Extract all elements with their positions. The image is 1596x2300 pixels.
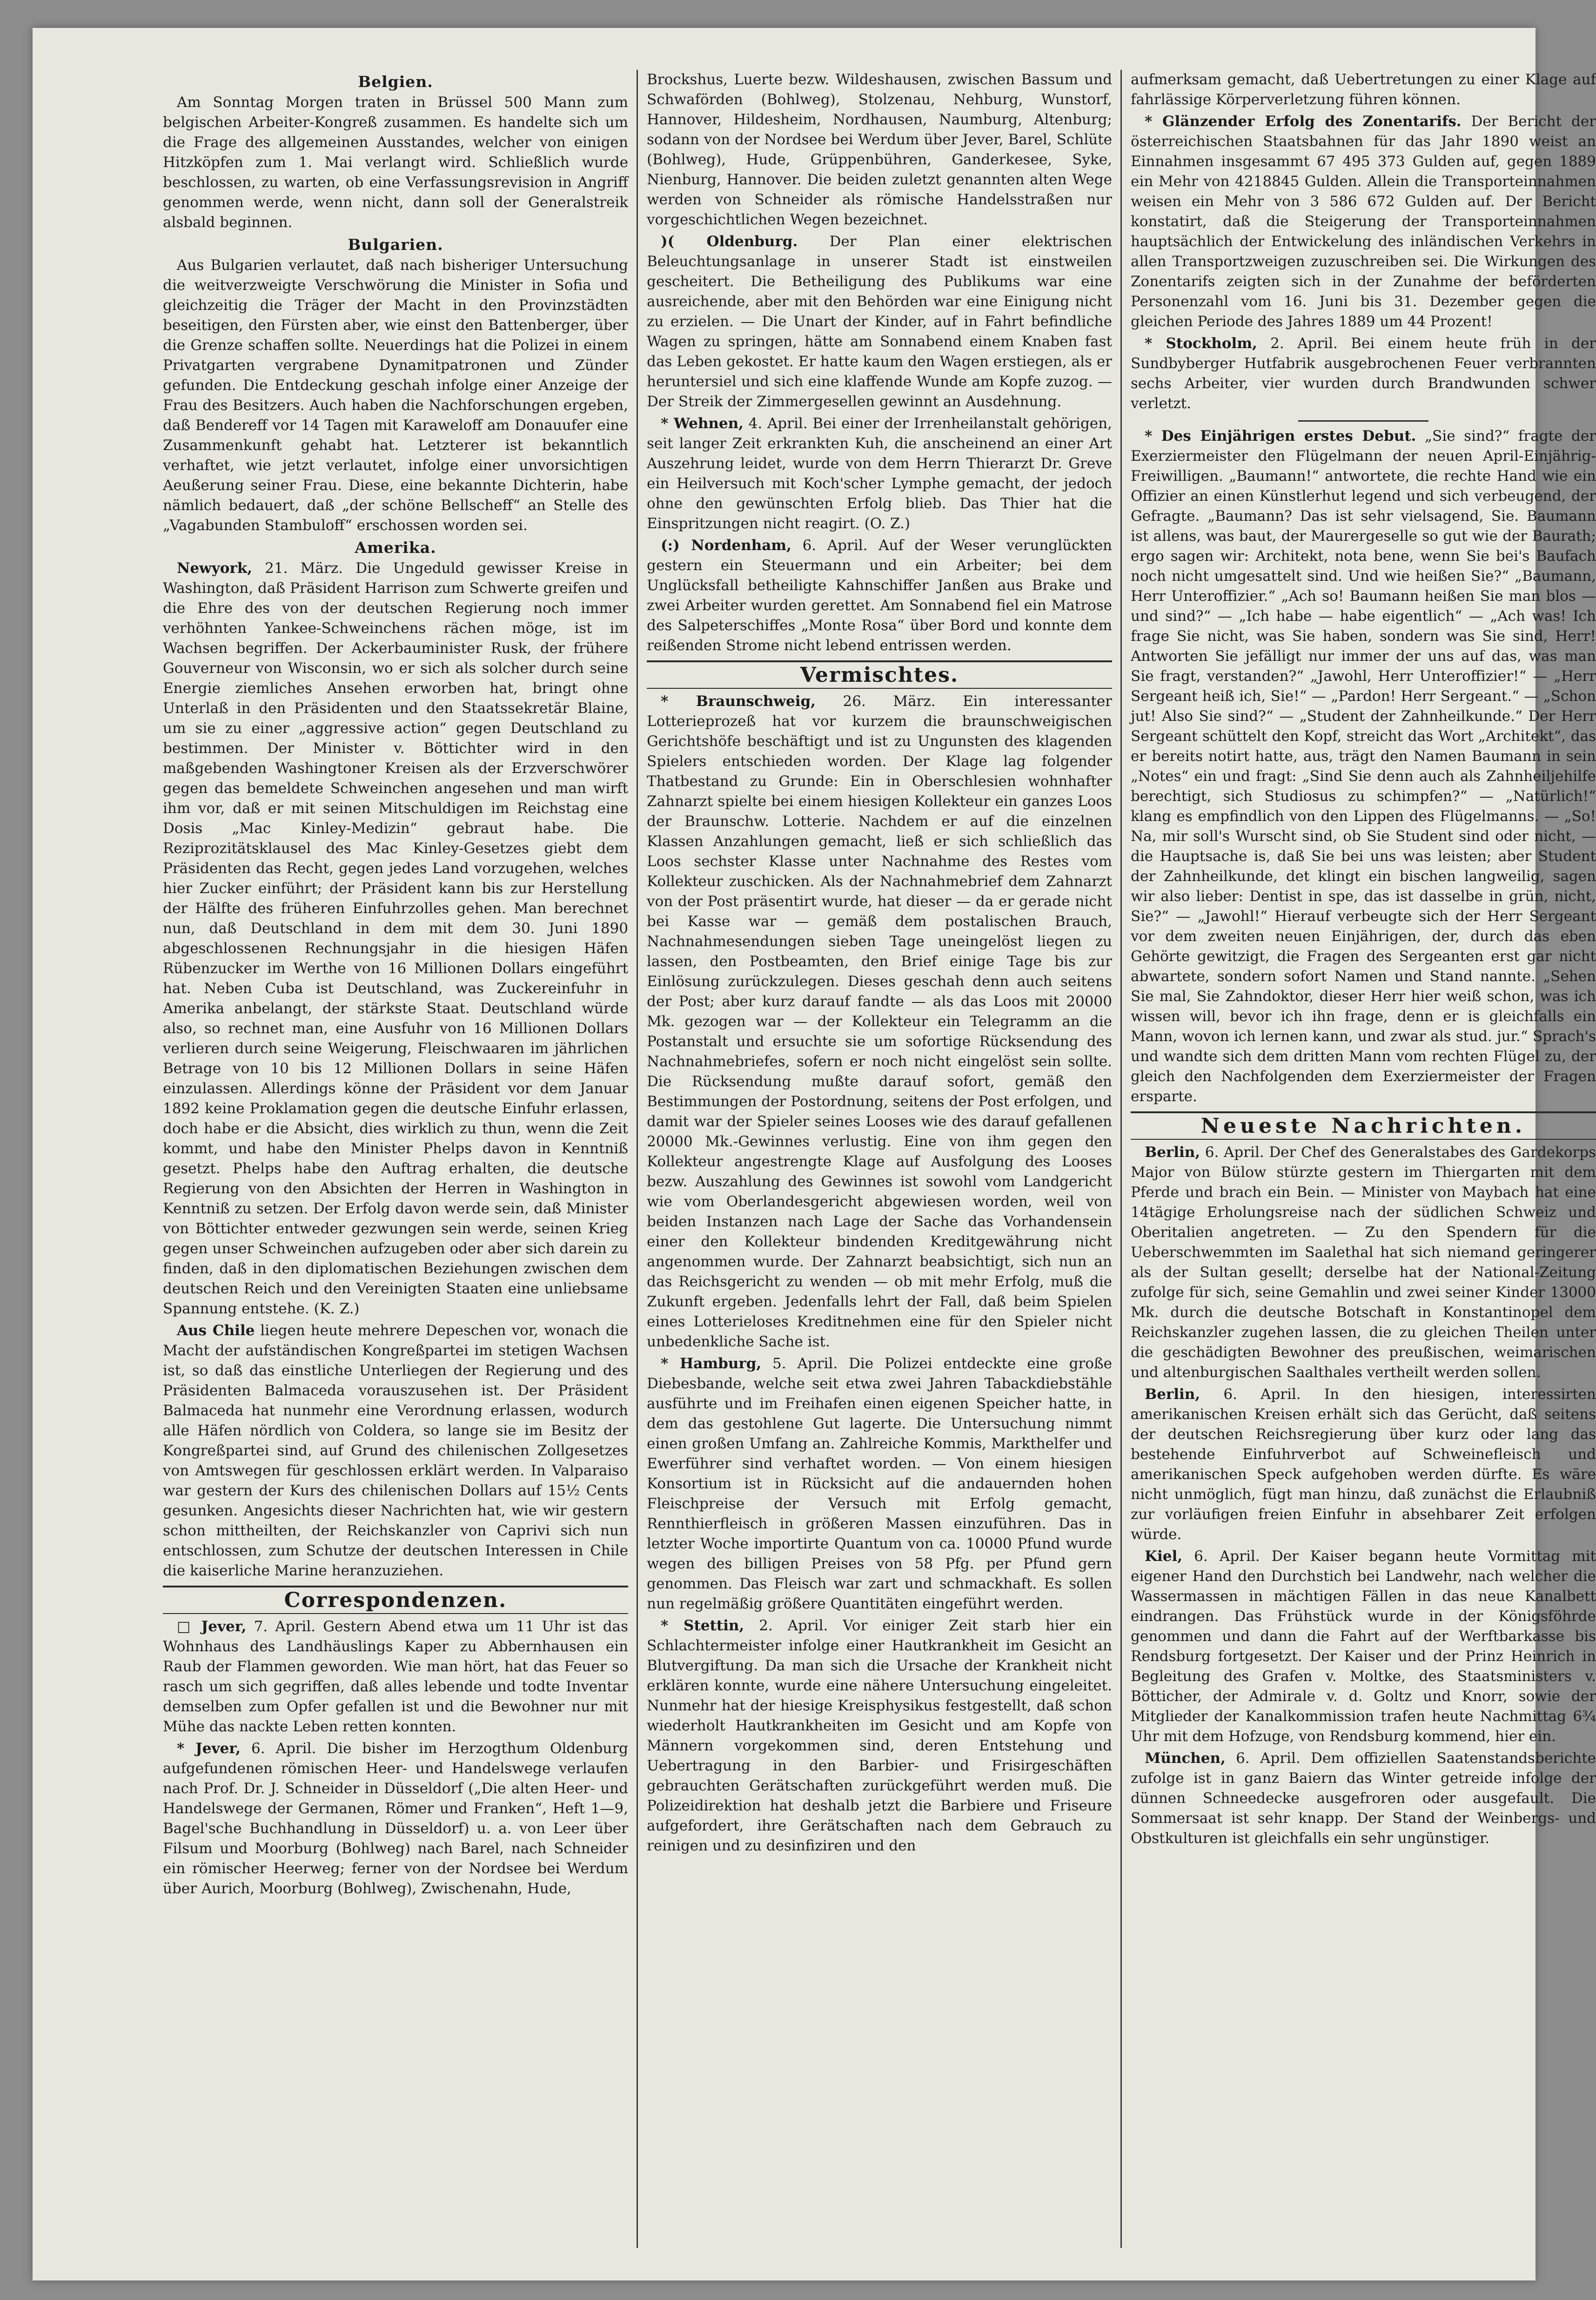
article-chile-text: liegen heute mehrere Depeschen vor, wonach die Macht der aufständischen Kongreßpartei im stetigen Wachsen ist, so daß das einstliche Unterliegen der Regierung und des Präsidenten Balmaceda vorauszusehen ist. Der Präsident Balmaceda hat nunmehr eine Verordnung erlassen, wodurch alle Häfen nördlich von Coldera, so lange sie im Besitz der Kongreßpartei sind, auf Grund des chilenischen Zollgesetzes von Amtswegen für geschlossen erklärt werden. In Valparaiso war gestern der Kurs des chilenischen Dollars auf 15½ Cents gesunken. Angesichts dieser Nachrichten hat, wie wir gestern schon mittheilten, der Reichskanzler von Caprivi sich nun entschlossen, zum Schutze der deutschen Interessen in Chile die kaiserliche Marine heranzuziehen. — [163, 1322, 628, 1579]
dateline-muenchen: München, — [1145, 1750, 1226, 1767]
article-berlin-1 — [1131, 1143, 1596, 1383]
article-newyork-text: 21. März. Die Ungeduld gewisser Kreise in Washington, daß Präsident Harrison zum Schwerte greifen und die Ehre des von der deutschen Regierung noch immer verhöhnten Yankee-Schweinchens rächen möge, ist im Wachsen begriffen. Der Ackerbauminister Rusk, der frühere Gouverneur von Wisconsin, wo er sich als solcher durch seine Energie ziemliches Ansehen erworben hat, bringt ohne Unterlaß in den Präsidenten und den Staatssekretär Blaine, um sie zu einer „aggressive action“ gegen Deutschland zu bestimmen. Der Minister v. Böttichter wird in den maßgebenden Washingtoner Kreisen als der Erzverschwörer gegen das bemeldete Schweinchen angesehen und man wirft ihm vor, daß er mit seinen Mitschuldigen im Reichstag eine Dosis „Mac Kinley-Medizin“ gebraut habe. Die Reziprozitätsklausel des Mac Kinley-Gesetzes giebt dem Präsidenten das Recht, gegen jedes Land vorzugehen, welches hier Zucker einführt; der Präsident kann bis zur Herstellung der Hälfte des früheren Einfuhrzolles gehen. Man berechnet nun, daß Deutschland in dem mit dem 30. Juni 1890 abgeschlossenen Rechnungsjahr in die hiesigen Häfen Rübenzucker im Werthe von 16 Millionen Dollars eingeführt hat. Neben Cuba ist Deutschland, was Zuckereinfuhr in Amerika anbelangt, der stärkste Staat. Deutschland würde also, so rechnet man, eine Ausfuhr von 16 Millionen Dollars verlieren durch seine Weigerung, Fleischwaaren im jährlichen Betrage von 10 bis 12 Millionen Dollars in seine Häfen einzulassen. Allerdings könne der Präsident vor dem Januar 1892 keine Proklamation gegen die deutsche Einfuhr erlassen, doch habe er die Absicht, dies wirklich zu thun, wenn die Zeit kommt, und habe den Minister Phelps davon in Kenntniß gesetzt. Phelps habe den Auftrag erhalten, die deutsche Regierung von den Absichten der Herren in Washington in Kenntniß zu setzen. Der Erfolg davon werde sein, daß Minister von Böttichter entweder gezwungen sein werde, seinen Krieg gegen unser Schweinchen aufzugeben oder aber sich darein zu finden, daß in den diplomatischen Beziehungen zwischen dem deutschen Reich und den Vereinigten Staaten eine unliebsame Spannung entstehe. (K. Z.) — [163, 560, 628, 1317]
dateline-jever-2: * Jever, — [177, 1740, 241, 1757]
dateline-berlin-1: Berlin, — [1145, 1144, 1200, 1161]
article-stettin-continued: aufmerksam gemacht, daß Uebertretungen zu einer Klage auf fahrlässige Körperverletzung führen können. — [1131, 71, 1596, 108]
article-kiel — [1131, 1547, 1596, 1747]
divider — [1298, 420, 1428, 422]
article-stockholm-text: 2. April. Bei einem heute früh in der Sundbyberger Hutfabrik ausgebrochenen Feuer verbrannten sechs Arbeiter, vier wurden durch Brandwunden schwer verletzt. — [1131, 335, 1596, 412]
article-wehnen — [647, 414, 1112, 534]
dateline-chile: Aus Chile — [177, 1322, 255, 1339]
article-stettin-text: 2. April. Vor einiger Zeit starb hier ein Schlachtermeister infolge einer Hautkrankheit im Gesicht an Blutvergiftung. Da man sich die Ursache der Krankheit nicht erklären konnte, wurde eine nähere Untersuchung eingeleitet. Nunmehr hat der hiesige Kreisphysikus festgestellt, daß schon wiederholt Hautkrankheiten im Gesicht und am Kopfe von Männern vorgekommen sind, deren Entstehung und Uebertragung in den Barbier- und Frisirgeschäften gebrauchten Gerätschaften zurückgeführt werden muß. Die Polizeidirektion hat deshalb jetzt die Barbiere und Friseure aufgefordert, ihre Gerätschaften nach dem Gebrauch zu reinigen und zu desinfiziren und den — [647, 1617, 1112, 1854]
article-jever-continued: Brockshus, Luerte bezw. Wildeshausen, zwischen Bassum und Schwaförden (Bohlweg), Stolzenau, Nehburg, Wunstorf, Hannover, Hildesheim, Nordhausen, Naumburg, Altenburg; sodann von der Nordsee bei Werdum über Jever, Barel, Schlüte (Bohlweg), Hude, Grüppenbühren, Ganderkesee, Syke, Nienburg, Hannover. Die beiden zuletzt genannten alten Wege werden von Schneider als römische Handelsstraßen nur vorgeschichtlichen Wegen bezeichnet. — [647, 71, 1112, 228]
article-zonentarif-text: Der Bericht der österreichischen Staatsbahnen für das Jahr 1890 weist an Einnahmen insgesammt 67 495 373 Gulden auf, gegen 1889 ein Mehr von 4218845 Gulden. Allein die Transporteinnahmen weisen ein Mehr von 3 586 672 Gulden auf. Der Bericht konstatirt, daß die Steigerung der Transporteinnahmen hauptsächlich der Entwickelung des inländischen Verkehrs in allen Transportzweigen zuzuschreiben sei. Die Wirkungen des Zonentarifs zeigten sich in der Zunahme der beförderten Personenzahl vom 16. Juni bis 31. Dezember gegen die gleichen Periode des Jahres 1889 um 44 Prozent! — [1131, 113, 1596, 330]
heading-amerika: Amerika. — [355, 538, 436, 557]
dateline-jever-1: □ Jever, — [177, 1618, 247, 1635]
column-2 — [647, 70, 1112, 2248]
article-stockholm — [1131, 334, 1596, 414]
article-chile — [163, 1321, 628, 1581]
newspaper-page — [33, 28, 1596, 2280]
dateline-stockholm: * Stockholm, — [1145, 335, 1257, 352]
article-debut-text: „Sie sind?“ fragte der Exerziermeister den Flügelmann der neuen April-Einjährig-Freiwilligen. „Baumann!“ antwortete, die rechte Hand wie ein Offizier an einen Künstlerhut legend und sich verbeugend, der Gefragte. „Baumann? Das ist sehr vielsagend, Sie. Baumann ist allens, was baut, der Maurergeselle so gut wie der Baurath; ergo sagen wir: Architekt, nota bene, wenn Sie bei's Baufach noch nicht umgesattelt sind. Und wie heißen Sie?“ „Baumann, Herr Unteroffizier.“ „Ach so! Baumann heißen Sie man blos — und sind?“ — „Ich habe — habe eigentlich“ — „Ach was! Ich frage Sie nicht, was Sie haben, sondern was Sie sind, Herr! Antworten Sie jefälligt nur immer der uns auf das, was man Sie fragt, verstanden?“ „Jawohl, Herr Unteroffizier!“ — „Herr Sergeant heiß ich, Sie!“ — „Pardon! Herr Sergeant.“ — „Schon jut! Also Sie sind?“ — „Student der Zahnheilkunde.“ Der Herr Sergeant schüttelt den Kopf, streicht das Wort „Architekt“, das er bereits notirt hatte, aus, trägt den Namen Baumann in sein „Notes“ ein und fragt: „Sind Sie denn auch als Zahnheiljehilfe berechtigt, sich Studiosus zu schimpfen?“ — „Natürlich!“ klang es empfindlich von den Lippen des Flügelmanns. — „So! Na, mir soll's Wurscht sind, ob Sie Student sind oder nicht, — die Hauptsache is, daß Sie bei uns was leisten; aber Student der Zahnheilkunde, det klingt ein bischen langweilig, sagen wir also lieber: Dentist in spe, das ist dasselbe in grün, nicht, Sie?“ — „Jawohl!“ Hierauf verbeugte sich der Herr Sergeant vor dem zweiten neuen Einjährigen, der, durch das eben Gehörte gewitzigt, die Fragen des Sergeanten erst gar nicht abwartete, sondern sofort Namen und Stand nannte. „Sehen Sie mal, Sie Zahndoktor, dieser Herr hier weiß schon, was ich wissen will, bevor ich ihn frage, denn er is gleichfalls ein Mann, wovon ich lernen kann, und zwar als stud. jur.“ Sprach's und wandte sich dem dritten Mann vom rechten Flügel zu, der gleich den Nachfolgenden dem Exerziermeister der Fragen ersparte. — [1131, 428, 1596, 1105]
article-jever-2-text: 6. April. Die bisher im Herzogthum Oldenburg aufgefundenen römischen Heer- und Handelswege verlaufen nach Prof. Dr. J. Schneider in Düsseldorf („Die alten Heer- und Handelswege der Germanen, Römer und Franken“, Heft 1—9, Bagel'sche Buchhandlung in Düsseldorf) u. a. von Leer über Filsum und Moorburg (Bohlweg) nach Barel, nach Schneider ein römischer Heerweg; ferner von der Nordsee bei Werdum über Aurich, Moorburg (Bohlweg), Zwischenahn, Hude, — [163, 1740, 629, 1897]
article-hamburg — [647, 1354, 1112, 1614]
article-berlin-2 — [1131, 1385, 1596, 1545]
dateline-oldenburg: )( Oldenburg. — [661, 233, 798, 250]
article-jever-1 — [163, 1617, 628, 1737]
article-stettin — [647, 1616, 1112, 1856]
article-berlin-2-text: 6. April. In den hiesigen, interessirten amerikanischen Kreisen erhält sich das Gerücht, daß seitens der deutschen Reichsregierung über kurz oder lang das bestehende Einfuhrverbot auf Schweinefleisch und amerikanischen Speck aufgehoben werden dürfte. Es wäre nicht unmöglich, fügt man hinzu, daß zunächst die Erlaubniß zur vorläufigen freien Einfuhr in absehbarer Zeit erfolgen würde. — [1131, 1386, 1596, 1543]
heading-bulgarien: Bulgarien. — [348, 235, 443, 254]
dateline-berlin-2: Berlin, — [1145, 1386, 1200, 1403]
dateline-braunschweig: * Braunschweig, — [661, 693, 816, 710]
article-braunschweig-text: 26. März. Ein interessanter Lotterieprozeß hat vor kurzem die braunschweigischen Gerichtshöfe beschäftigt und ist zu Ungunsten des klagenden Spielers entschieden worden. Der Klage lag folgender Thatbestand zu Grunde: Ein in Oberschlesien wohnhafter Zahnarzt spielte bei einem hiesigen Kollekteur ein ganzes Loos der Braunschw. Lotterie. Nachdem er auf die einzelnen Klassen Anzahlungen gemacht, ließ er sich schließlich das Loos sechster Klasse unter Nachnahme des Restes vom Kollekteur zuschicken. Als der Nachnahmebrief dem Zahnarzt von der Post präsentirt wurde, hat dieser — da er gerade nicht bei Kasse war — gemäß dem postalischen Brauch, Nachnahmesendungen sieben Tage uneingelöst liegen zu lassen, den Postbeamten, den Brief einige Tage bis zur Einlösung zurückzulegen. Dieses geschah denn auch seitens der Post; aber kurz darauf fandte — als das Loos mit 20000 Mk. gezogen war — der Kollekteur ein Telegramm an die Postanstalt und ersuchte sie um sofortige Rücksendung des Nachnahmebriefes, sofern er noch nicht eingelöst sein sollte. Die Rücksendung mußte darauf sofort, gemäß den Bestimmungen der Postordnung, seitens der Post erfolgen, und damit war der Spieler seines Looses wie des darauf gefallenen 20000 Mk.-Gewinnes verlustig. Eine von ihm gegen den Kollekteur angestrengte Klage auf Ausfolgung des Looses bezw. Auszahlung des Gewinnes ist sowohl vom Landgericht wie vom Oberlandesgericht abgewiesen worden, weil von beiden Instanzen nach Lage der Sache das Vorhandensein einer den Kollekteur bindenden Kreditgewährung nicht angenommen wurde. Der Zahnarzt beabsichtigt, sich nun an das Reichsgericht zu wenden — ob mit mehr Erfolg, muß die Zukunft ergeben. Jedenfalls lehrt der Fall, daß beim Spielen eines Lotterieloses Kreditnehmen eine für den Spieler nicht unbedenkliche Sache ist. — [647, 693, 1112, 1350]
article-zonentarif — [1131, 112, 1596, 332]
section-neueste-nachrichten: Neueste Nachrichten. — [1131, 1111, 1596, 1140]
article-berlin-1-text: 6. April. Der Chef des Generalstabes des Gardekorps Major von Bülow stürzte gestern im Thiergarten mit dem Pferde und brach ein Bein. — Minister von Maybach hat eine 14tägige Erholungsreise nach der südlichen Schweiz und Oberitalien angetreten. — Zu den Spendern für die Ueberschwemmten im Saalethal hat sich niemand geringerer als der Sultan gesellt; derselbe hat der National-Zeitung zufolge für sich, seine Gemahlin und zwei seiner Kinder 13000 Mk. durch die deutsche Botschaft in Konstantinopel dem Reichskanzler zugehen lassen, die zu gleichen Theilen unter die geschädigten Bewohner des preußischen, weimarischen und altenburgischen Saalthales vertheilt werden sollen. — [1131, 1144, 1596, 1381]
column-3 — [1131, 70, 1596, 2248]
dateline-newyork: Newyork, — [177, 560, 253, 577]
section-vermischtes: Vermischtes. — [647, 660, 1112, 689]
article-bulgarien: Aus Bulgarien verlautet, daß nach bisheriger Untersuchung die weitverzweigte Verschwörung die Minister in Sofia und gleichzeitig die Träger der Macht in den Provinzstädten beseitigen, den Fürsten aber, wie einst den Battenberger, über die Grenze schaffen sollte. Neuerdings hat die Polizei in einem Privatgarten vergrabene Dynamitpatronen und Zünder gefunden. Die Entdeckung geschah infolge einer Anzeige der Frau des Besitzers. Auch haben die Nachforschungen ergeben, daß Bendereff vor 14 Tagen mit Karaweloff am Donauufer eine Zusammenkunft gehabt hat. Letzterer ist bekanntlich verhaftet, wie jetzt verlautet, infolge einer unvorsichtigen Aeußerung seiner Frau. Diese, eine bekannte Dichterin, habe nämlich bedauert, daß „der schöne Bellscheff“ an Stelle des „Vagabunden Stambuloff“ erschossen worden sei. — [163, 257, 628, 534]
article-oldenburg — [647, 232, 1112, 412]
article-muenchen — [1131, 1749, 1596, 1849]
article-jever-2 — [163, 1739, 628, 1899]
article-nordenham-text: 6. April. Auf der Weser verunglückten gestern ein Steuermann und ein Arbeiter; bei dem Unglücksfall betheiligte Kahnschiffer Janßen aus Brake und zwei Arbeiter wurden gerettet. Am Sonnabend fiel ein Matrose des Salpeterschiffes „Monte Rosa“ über Bord und konnte dem reißenden Strome nicht lebend entrissen werden. — [647, 537, 1113, 654]
section-correspondenzen: Correspondenzen. — [163, 1586, 628, 1614]
dateline-wehnen: * Wehnen, — [661, 415, 744, 432]
article-newyork — [163, 558, 628, 1319]
dateline-stettin: * Stettin, — [661, 1617, 744, 1634]
article-belgien: Am Sonntag Morgen traten in Brüssel 500 Mann zum belgischen Arbeiter-Kongreß zusammen. Es handelte sich um die Frage des allgemeinen Ausstandes, welcher von einigen Hitzköpfen zum 1. Mai verlangt wird. Schließlich wurde beschlossen, zu warten, ob eine Verfassungsrevision in Angriff genommen werde, wenn nicht, dann soll der Generalstreik alsbald beginnen. — [163, 94, 628, 231]
column-rule — [637, 70, 638, 2248]
dateline-kiel: Kiel, — [1145, 1548, 1183, 1565]
article-braunschweig — [647, 692, 1112, 1352]
heading-belgien: Belgien. — [358, 73, 433, 91]
article-hamburg-text: 5. April. Die Polizei entdeckte eine große Diebesbande, welche seit etwa zwei Jahren Tabackdiebstähle ausführte und im Freihafen einen eigenen Speicher hatte, in dem das gestohlene Gut lagerte. Die Untersuchung nimmt einen großen Umfang an. Zahlreiche Kommis, Markthelfer und Ewerführer sind verhaftet worden. — Von einem hiesigen Konsortium ist in Rücksicht auf die andauernden hohen Fleischpreise der Versuch mit Erfolg gemacht, Rennthierfleisch in größeren Massen einzuführen. Das in letzter Woche importirte Quantum von ca. 10000 Pfund wurde wegen des billigen Preises von 58 Pfg. per Pfund gern genommen. Das Fleisch war zart und schmackhaft. Es sollen nun regelmäßig größere Quantitäten eingeführt werden. — [647, 1355, 1112, 1612]
column-1 — [163, 70, 628, 2248]
article-debut — [1131, 426, 1596, 1107]
article-muenchen-text: 6. April. Dem offiziellen Saatenstandsberichte zufolge ist in ganz Baiern das Winter getreide infolge der dünnen Schneedecke ausgefroren oder ausgefault. Die Sommersaat ist sehr knapp. Der Stand der Weinbergs- und Obstkulturen ist gleichfalls ein sehr ungünstiger. — [1131, 1750, 1596, 1847]
article-jever-1-text: 7. April. Gestern Abend etwa um 11 Uhr ist das Wohnhaus des Landhäuslings Kaper zu Abbernhausen ein Raub der Flammen geworden. Wie man hört, hat das Feuer so rasch um sich gegriffen, daß alles lebende und todte Inventar demselben zum Opfer gefallen ist und die Bewohner nur mit Mühe das nackte Leben retten konnten. — [163, 1618, 629, 1735]
dateline-zonentarif: * Glänzender Erfolg des Zonentarifs. — [1145, 113, 1462, 130]
article-kiel-text: 6. April. Der Kaiser begann heute Vormittag mit eigener Hand den Durchstich bei Landwehr, nach welcher die Wassermassen in mächtigen Fällen in das neue Kanalbett eindrangen. Das Frühstück wurde in der Königsföhrde genommen und dann die Fahrt auf der Werftbarkasse bis Rendsburg fortgesetzt. Der Kaiser und der Prinz Heinrich in Begleitung des Grafen v. Moltke, des Staatsministers v. Bötticher, der Admirale v. d. Goltz und Knorr, sowie der Mitglieder der Kanalkommission trafen heute Nachmittag 6¾ Uhr mit dem Hofzuge, von Rendsburg kommend, hier ein. — [1131, 1548, 1596, 1745]
dateline-debut: * Des Einjährigen erstes Debut. — [1145, 428, 1416, 444]
dateline-nordenham: (:) Nordenham, — [661, 537, 791, 554]
column-rule — [1120, 70, 1122, 2248]
article-nordenham — [647, 536, 1112, 656]
dateline-hamburg: * Hamburg, — [661, 1355, 762, 1372]
article-wehnen-text: 4. April. Bei einer der Irrenheilanstalt gehörigen, seit langer Zeit erkrankten Kuh, die anscheinend an einer Art Auszehrung leidet, wurde von dem Herrn Thierarzt Dr. Greve ein Heilversuch mit Koch'scher Lymphe gemacht, der jedoch ohne den gewünschten Erfolg blieb. Das Thier hat die Einspritzungen nicht reagirt. (O. Z.) — [647, 415, 1112, 532]
article-oldenburg-text: Der Plan einer elektrischen Beleuchtungsanlage in unserer Stadt ist einstweilen gescheitert. Die Betheiligung des Publikums war eine ausreichende, aber mit den Behörden war eine Einigung nicht zu erzielen. — Die Unart der Kinder, auf in Fahrt befindliche Wagen zu springen, hätte am Sonnabend einem Knaben fast das Leben gekostet. Er hatte kaum den Wagen erstiegen, als er heruntersiel und sich eine klaffende Wunde am Kopfe zuzog. — Der Streik der Zimmergesellen gewinnt an Ausdehnung. — [647, 233, 1112, 410]
